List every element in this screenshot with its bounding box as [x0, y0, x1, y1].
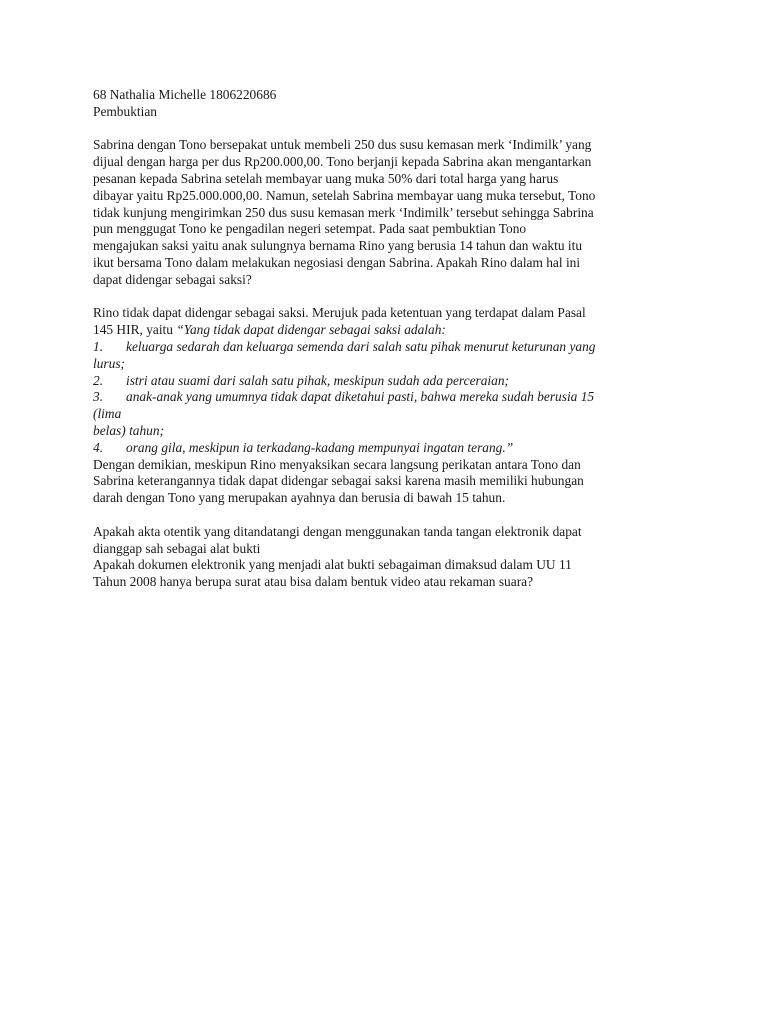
citation-lead: 145 HIR, yaitu: [93, 322, 177, 338]
quoted-list: [93, 339, 683, 457]
list-number: 1.: [93, 338, 104, 354]
paragraph-line: mengajukan saksi yaitu anak sulungnya bernama Rino yang berusia 14 tahun dan waktu itu: [93, 238, 583, 254]
paragraph-line: Dengan demikian, meskipun Rino menyaksikan secara langsung perikatan antara Tono dan: [93, 456, 581, 472]
paragraph-line: dibayar yaitu Rp25.000.000,00. Namun, setelah Sabrina membayar uang muka tersebut, Tono: [93, 187, 596, 203]
list-continuation: (lima: [93, 406, 122, 422]
list-text: orang gila, meskipun ia terkadang-kadang mempunyai ingatan terang.”: [126, 439, 514, 455]
paragraph-line: pesanan kepada Sabrina setelah membayar uang muka 50% dari total harga yang harus: [93, 170, 559, 186]
paragraph-line: [93, 322, 683, 339]
list-text: anak-anak yang umumnya tidak dapat diketahui pasti, bahwa mereka sudah berusia 15: [126, 389, 595, 405]
list-item: [93, 389, 683, 406]
paragraph-line: Rino tidak dapat didengar sebagai saksi. Merujuk pada ketentuan yang terdapat dalam Pasal: [93, 305, 586, 321]
list-number: 2.: [93, 372, 104, 388]
list-text: istri atau suami dari salah satu pihak, meskipun sudah ada perceraian;: [126, 372, 509, 388]
question-line: Tahun 2008 hanya berupa surat atau bisa dalam bentuk video atau rekaman suara?: [93, 574, 534, 590]
document-body: [93, 87, 683, 591]
list-continuation: belas) tahun;: [93, 422, 165, 438]
questions-block: [93, 524, 683, 591]
list-number: 4.: [93, 439, 104, 455]
paragraph-line: dapat didengar sebagai saksi?: [93, 271, 252, 287]
question-line: dianggap sah sebagai alat bukti: [93, 540, 261, 556]
list-item: [93, 440, 683, 457]
list-item: [93, 339, 683, 356]
list-number: 3.: [93, 389, 104, 405]
spacer: [93, 289, 683, 306]
question-line: Apakah akta otentik yang ditandatangi dengan menggunakan tanda tangan elektronik dapat: [93, 523, 582, 539]
spacer: [93, 121, 683, 138]
paragraph-line: ikut bersama Tono dalam melakukan negosiasi dengan Sabrina. Apakah Rino dalam hal ini: [93, 254, 581, 270]
list-item: [93, 373, 683, 390]
question-line: Apakah dokumen elektronik yang menjadi alat bukti sebagaiman dimaksud dalam UU 11: [93, 557, 572, 573]
section-title: Pembuktian: [93, 103, 157, 119]
spacer: [93, 507, 683, 524]
paragraph-line: dijual dengan harga per dus Rp200.000,00. Tono berjanji kepada Sabrina akan mengantarkan: [93, 154, 592, 170]
paragraph-line: darah dengan Tono yang merupakan ayahnya dan berusia di bawah 15 tahun.: [93, 490, 506, 506]
author-line: 68 Nathalia Michelle 1806220686: [93, 87, 277, 102]
paragraph-line: pun menggugat Tono ke pengadilan negeri setempat. Pada saat pembuktian Tono: [93, 221, 527, 237]
list-continuation: lurus;: [93, 355, 125, 371]
paragraph-line: tidak kunjung mengirimkan 250 dus susu kemasan merk ‘Indimilk’ tersebut sehingga Sabrina: [93, 204, 594, 220]
paragraph-line: Sabrina dengan Tono bersepakat untuk membeli 250 dus susu kemasan merk ‘Indimilk’ yang: [93, 137, 592, 153]
answer-paragraph: [93, 305, 683, 507]
list-text: keluarga sedarah dan keluarga semenda dari salah satu pihak menurut keturunan yang: [126, 338, 596, 354]
quote-opening: “Yang tidak dapat didengar sebagai saksi adalah:: [176, 322, 446, 338]
paragraph-line: Sabrina keterangannya tidak dapat didengar sebagai saksi karena masih memiliki hubungan: [93, 473, 584, 489]
case-paragraph: [93, 137, 683, 288]
